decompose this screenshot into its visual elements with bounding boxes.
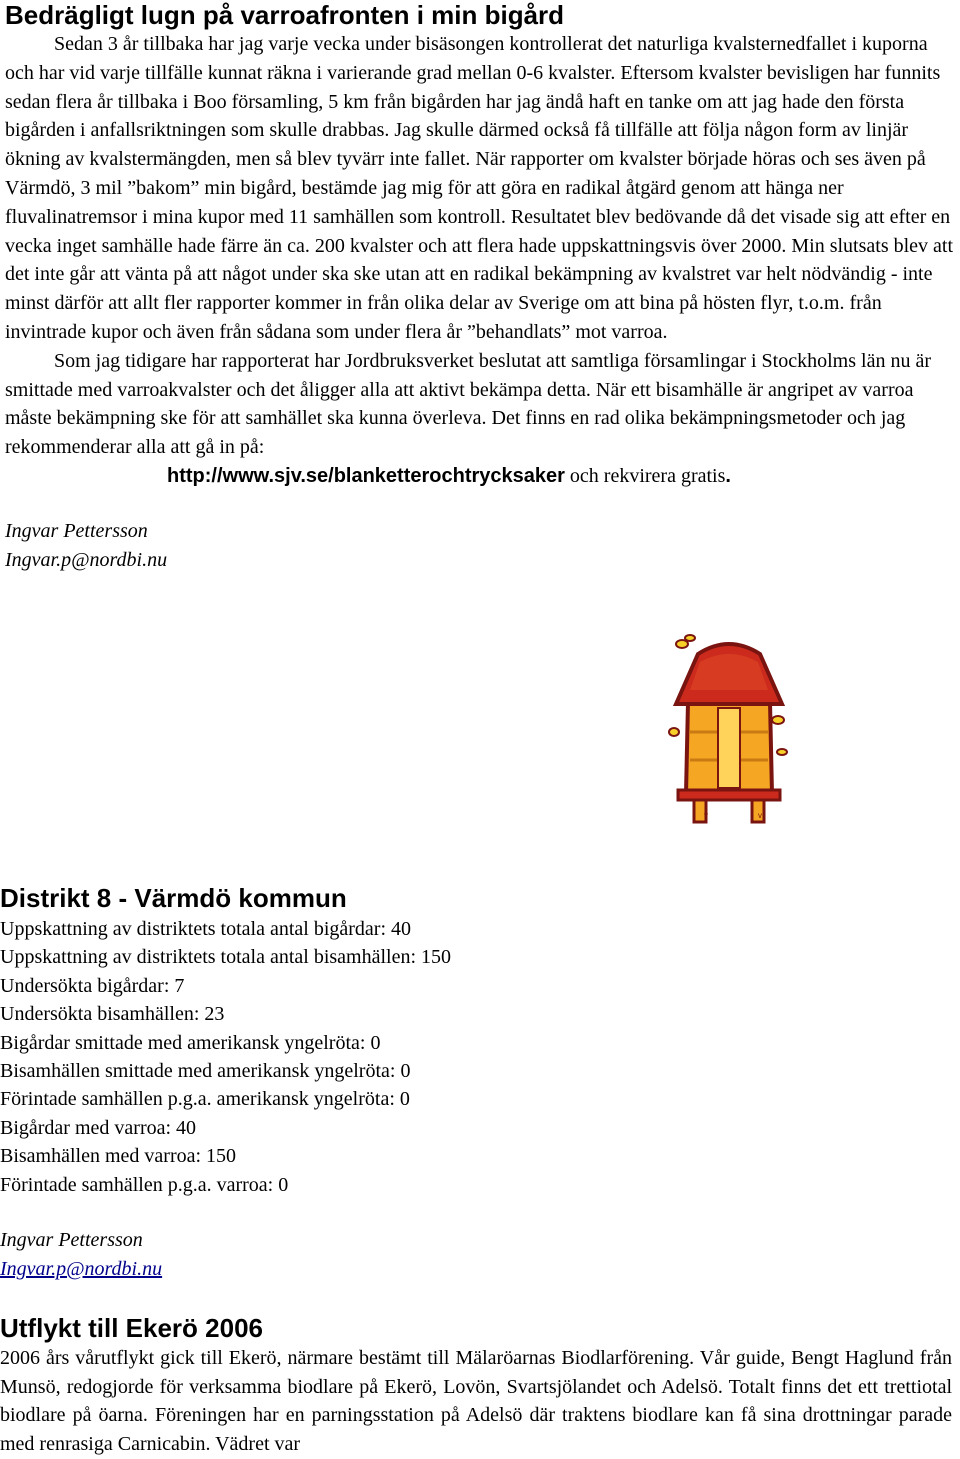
signature-email-link[interactable]: Ingvar.p@nordbi.nu: [0, 1258, 163, 1280]
stat-line: Uppskattning av distriktets totala antal bigårdar: 40: [0, 918, 412, 940]
signature-email[interactable]: Ingvar.p@nordbi.nu: [5, 548, 168, 571]
signature-name: Ingvar Pettersson: [5, 519, 148, 542]
stat-line: Förintade samhällen p.g.a. amerikansk yngelröta: 0: [0, 1088, 410, 1111]
link-suffix: och rekvirera gratis: [564, 464, 726, 487]
link-period: .: [725, 464, 731, 487]
trip-paragraph: 2006 års vårutflykt gick till Ekerö, närmare bestämt till Mälaröarnas Biodlarförening. Vår guide, Bengt Haglund från Munsö, redogjorde för verksamma biodlare på Ekerö, Lovön, Svartsjölandet och Adelsö. Totalt finns det ett trettiotal biodlare på öarna. Föreningen har en parningsstation på Adelsö där traktens biodlare kan få sina drottningar parade med renrasiga Carnicabin. Vädret var: [0, 1347, 952, 1455]
district-stats: [0, 915, 451, 1199]
stat-line: Bigårdar smittade med amerikansk yngelröta: 0: [0, 1031, 381, 1054]
resource-link[interactable]: http://www.sjv.se/blanketterochtrycksaker: [167, 464, 565, 487]
article-paragraph-1: Sedan 3 år tillbaka har jag varje vecka under bisäsongen kontrollerat det naturliga kvalsternedfallet i kuporna och har vid varje tillfälle kunnat räkna i varierande grad mellan 0-6 kvalster. Eftersom kvalster bevisligen har funnits sedan flera år tillbaka i Boo församling, 5 km från bigården har jag ändå haft en tanke om att jag hade den första bigården i anfallsriktningen som skulle drabbas. Jag skulle därmed också få tillfälle att följa någon form av linjär ökning av kvalstermängden, men så blev tyvärr inte fallet. När rapporter om kvalster började höras och ses även på Värmdö, 3 mil ”bakom” min bigård, bestämde jag mig för att göra en radikal åtgärd genom att hänga ner fluvalinatremsor i mina kupor med 11 samhällen som kontroll. Resultatet blev bedövande då det visade sig att efter en vecka inget samhälle hade färre än ca. 200 kvalster och att flera hade uppskattningsvis över 2000. Min slutsats blev att det inte går att vänta på att något under ska ske utan att en radikal bekämpning av kvalstret var helt nödvändig - inte minst därför att allt fler rapporter kommer in från olika delar av Sverige om att bina på hösten flyr, t.o.m. från invintrade kupor och även från sådana som under flera år ”behandlats” mot varroa.: [5, 33, 954, 343]
document-page: [5, 0, 955, 575]
trip-title: Utflykt till Ekerö 2006: [0, 1313, 263, 1343]
article-paragraph-2: Som jag tidigare har rapporterat har Jordbruksverket beslutat att samtliga församlingar i Stockholms län nu är smittade med varroakvalster och det åligger alla att aktivt bekämpa detta. När ett bisamhälle är angripet av varroa måste bekämpning ske för att samhället ska kunna överleva. Det finns en rad olika bekämpningsmetoder och jag rekommenderar alla att gå in på:: [5, 349, 931, 459]
district-title: Distrikt 8 - Värmdö kommun: [0, 883, 347, 913]
article-signature: [5, 517, 955, 575]
stat-line: Förintade samhällen p.g.a. varroa: 0: [0, 1173, 289, 1196]
svg-text:v: v: [704, 811, 708, 820]
district-signature: [0, 1226, 162, 1284]
stat-line: Undersökta bisamhällen: 23: [0, 1003, 225, 1026]
link-line: [5, 462, 955, 491]
article-title: Bedrägligt lugn på varroafronten i min bigård: [5, 0, 565, 30]
stat-line: Bigårdar med varroa: 40: [0, 1116, 197, 1139]
stat-line: Bisamhällen med varroa: 150: [0, 1145, 237, 1168]
beehive-icon: [668, 632, 790, 827]
stat-line: Bisamhällen smittade med amerikansk yngelröta: 0: [0, 1060, 411, 1083]
stat-line: Undersökta bigårdar: 7: [0, 974, 185, 997]
signature-name: Ingvar Pettersson: [0, 1229, 143, 1251]
stat-line: Uppskattning av distriktets totala antal bisamhällen: 150: [0, 946, 452, 969]
svg-text:v: v: [758, 811, 762, 820]
